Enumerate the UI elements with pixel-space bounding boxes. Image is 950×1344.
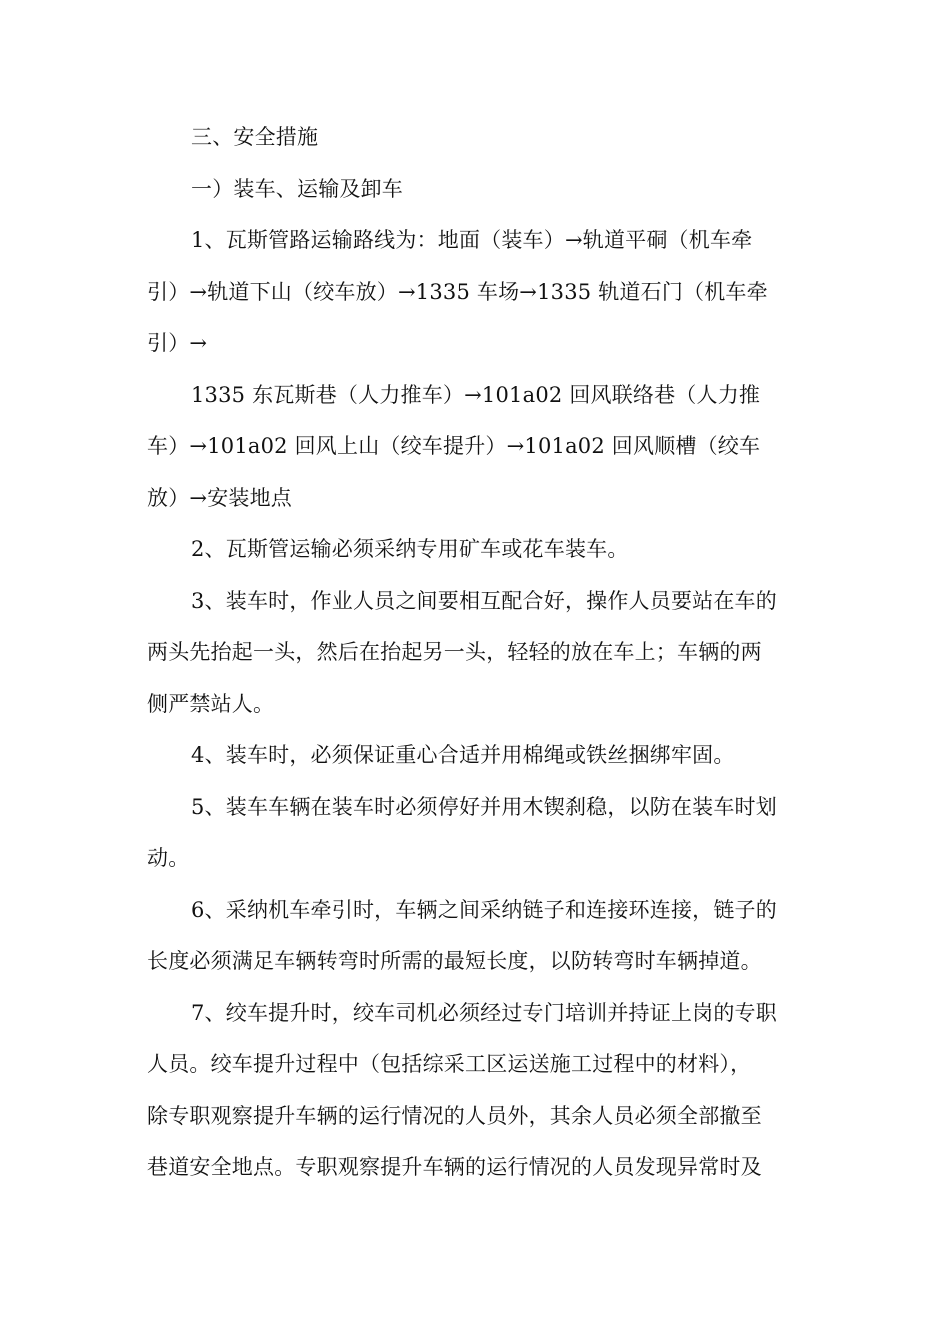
text-line: 侧严禁站人。 xyxy=(147,691,275,716)
text-line: 放）→安装地点 xyxy=(147,485,292,510)
text-line: 巷道安全地点。专职观察提升车辆的运行情况的人员发现异常时及 xyxy=(147,1155,762,1179)
text-line: 车）→101a02 回风上山（绞车提升）→101a02 回风顺槽（绞车 xyxy=(147,434,761,458)
document-body xyxy=(147,112,807,1194)
text-line: 两头先抬起一头，然后在抬起另一头，轻轻的放在车上；车辆的两 xyxy=(147,640,762,664)
text-line: 6、采纳机车牵引时，车辆之间采纳链子和连接环连接，链子的 xyxy=(191,897,777,922)
text-line: 2、瓦斯管运输必须采纳专用矿车或花车装车。 xyxy=(191,537,629,561)
text-line: 引）→轨道下山（绞车放）→1335 车场→1335 轨道石门（机车牵 xyxy=(147,279,768,304)
text-line: 4、装车时，必须保证重心合适并用棉绳或铁丝捆绑牢固。 xyxy=(191,743,735,767)
text-line: 引）→ xyxy=(147,331,208,355)
text-line: 3、装车时，作业人员之间要相互配合好，操作人员要站在车的 xyxy=(191,588,777,613)
text-line: 7、绞车提升时，绞车司机必须经过专门培训并持证上岗的专职 xyxy=(191,1000,777,1025)
text-line: 长度必须满足车辆转弯时所需的最短长度，以防转弯时车辆掉道。 xyxy=(147,949,762,973)
text-line: 1、瓦斯管路运输路线为：地面（装车）→轨道平硐（机车牵 xyxy=(191,228,753,252)
text-line: 5、装车车辆在装车时必须停好并用木锲刹稳，以防在装车时划 xyxy=(191,794,777,819)
text-line: 1335 东瓦斯巷（人力推车）→101a02 回风联络巷（人力推 xyxy=(191,382,761,407)
subsection-heading: 一）装车、运输及卸车 xyxy=(191,176,403,201)
text-line: 人员。绞车提升过程中（包括综采工区运送施工过程中的材料）， xyxy=(147,1052,752,1076)
text-line: 除专职观察提升车辆的运行情况的人员外，其余人员必须全部撤至 xyxy=(147,1103,762,1128)
section-heading: 三、安全措施 xyxy=(191,125,319,149)
text-line: 动。 xyxy=(147,846,190,870)
